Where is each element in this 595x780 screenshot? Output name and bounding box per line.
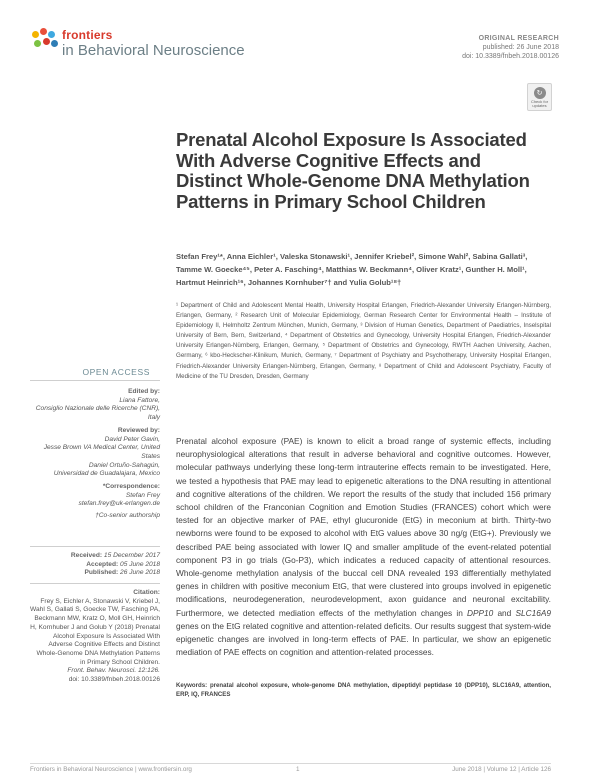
check-for-updates-button[interactable] — [527, 83, 552, 111]
keywords-text: Keywords: prenatal alcohol exposure, whole-genome DNA methylation, dipeptidyl peptidase 10 (DPP10), SLC16A9, attention, ERP, IQ, FRANCES — [176, 682, 551, 699]
editor-block — [30, 388, 160, 521]
published-label: Published: — [84, 569, 119, 577]
article-type: ORIGINAL RESEARCH — [478, 35, 559, 42]
journal-logo[interactable] — [32, 26, 245, 62]
correspondence-name: Stefan Frey — [125, 491, 160, 499]
author-list: Stefan Frey¹*, Anna Eichler¹, Valeska Stonawski¹, Jennifer Kriebel², Simone Wahl², Sabina Gallati³, Tamme W. Goecke⁴⁵, Peter A. Fasching⁴, Matthias W. Beckmann⁴, Oliver Kratz¹, Gunther H. Moll¹, Hartmut Heinrich¹⁶, Johannes Kornhuber⁷† and Yulia Golub¹⁸† — [176, 252, 528, 287]
received-label: Received: — [70, 552, 103, 559]
abstract-text: genes on the EtG related cognitive and attention-related deficits. Our results suggest that system-wide epigenetic changes are involved in long-term effects of PAE. In particular, we show an epigenetic mediation of PAE effects on cognition and attention-related processes. — [176, 620, 551, 658]
footer-journal[interactable]: Frontiers in Behavioral Neuroscience | www.frontiersin.org — [30, 766, 192, 773]
refresh-icon: ↻ — [534, 87, 546, 99]
reviewer-name: David Peter Gavin, — [104, 435, 160, 443]
article-title: Prenatal Alcohol Exposure Is Associated With Adverse Cognitive Effects and Distinct Whole-Genome DNA Methylation Patterns in Primary School Children — [176, 129, 530, 212]
citation-label: Citation: — [133, 589, 160, 596]
open-access-label: OPEN ACCESS — [82, 367, 150, 377]
abstract — [176, 435, 551, 659]
footer-issue: June 2018 | Volume 12 | Article 126 — [452, 766, 551, 773]
article-doi[interactable]: doi: 10.3389/fnbeh.2018.00126 — [462, 53, 559, 60]
keywords — [176, 681, 551, 700]
sidebar-divider — [30, 583, 160, 584]
dates-block — [30, 552, 160, 578]
affiliations: ¹ Department of Child and Adolescent Mental Health, University Hospital Erlangen, Friedrich-Alexander University Erlangen-Nürnberg, Erlangen, Germany, ² Research Unit of Molecular Epidemiology, German Research Center for Environmental Health – Institute of Epidemiology II, Helmholtz Zentrum München, Munich, Germany, ³ Division of Human Genetics, Department of Paediatrics, Inselspital University of Bern, Bern, Switzerland, ⁴ Department of Obstetrics and Gynecology, University Hospital Erlangen, Friedrich-Alexander University Erlangen-Nürnberg, Erlangen, Germany, ⁵ Department of Obstetrics and Gynecology, RWTH Aachen University, Aachen, Germany, ⁶ kbo-Heckscher-Klinikum, Munich, Germany, ⁷ Department of Psychiatry and Psychotherapy, University Hospital Erlangen, Friedrich-Alexander University Erlangen-Nürnberg, Erlangen, Germany, ⁸ Department of Child and Adolescent Psychiatry, Faculty of Medicine of the TU Dresden, Dresden, Germany — [176, 302, 551, 380]
gene-name: DPP10 — [466, 607, 494, 618]
sidebar-divider — [30, 546, 160, 547]
reviewer-name: Daniel Ortuño-Sahagún, — [88, 461, 160, 469]
frontiers-logo-icon — [32, 28, 60, 56]
correspondence-email[interactable]: stefan.frey@uk-erlangen.de — [78, 500, 160, 508]
publish-date: published: 26 June 2018 — [482, 44, 559, 51]
edited-by-label: Edited by: — [128, 388, 160, 395]
article-meta — [462, 34, 559, 61]
published-date: 26 June 2018 — [120, 569, 160, 577]
page-number: 1 — [296, 766, 300, 773]
journal-brand: frontiers — [62, 28, 113, 42]
received-date: 15 December 2017 — [103, 552, 160, 559]
citation-block — [30, 589, 160, 685]
citation-doi[interactable]: doi: 10.3389/fnbeh.2018.00126 — [68, 676, 160, 684]
check-for-updates-label: Check for updates — [530, 99, 549, 109]
sidebar-divider — [30, 380, 160, 381]
footer-divider — [30, 763, 551, 764]
abstract-text: Prenatal alcohol exposure (PAE) is known to elicit a broad range of systemic effects, including neurophysiological alterations that result in adverse behavioral and cognitive outcomes. However, molecular pathways underlying these long-term intrauterine effects remain to be investigated. Here, we tested a hypothesis that PAE may lead to epigenetic alterations to the DNA resulting in attentional and cognitive alterations of the children. We report the results of the study that included 156 primary school children of the Franconian Cognition and Emotion Studies (FRANCES) cohort which were tested for an objective marker of PAE, ethyl glucuronide (EtG) in meconium at birth. Thirty-two newborns were found to be exposed to alcohol with EtG values above 30 ng/g (EtG+). Previously we described PAE being associated with lower IQ and smaller amplitude of the event-related potential component P3 in go trials (Go-P3), which indicates a reduced capacity of attentional resources. Whole-genome methylation analysis of the buccal cell DNA revealed 193 differentially methylated genes in children with positive meconium EtG, that were clustered into groups involved in epigenetic modifications, neurodegeneration, neurodevelopment, axon guidance and neuronal excitability. Furthermore, we detected mediation effects of the methylation changes in — [176, 436, 551, 618]
reviewed-by-label: Reviewed by: — [117, 426, 160, 434]
citation-text: Frey S, Eichler A, Stonawski V, Kriebel J, Wahl S, Gallati S, Goecke TW, Fasching PA, Beckmann MW, Kratz O, Moll GH, Heinrich H, Kornhuber J and Golub Y (2018) Prenatal Alcohol Exposure Is Associated With Adverse Cognitive Effects and Distinct Whole-Genome DNA Methylation Patterns in Primary School Children. — [30, 597, 160, 666]
reviewer-institution: Universidad de Guadalajara, Mexico — [53, 470, 160, 478]
journal-name: in Behavioral Neuroscience — [62, 42, 245, 59]
citation-journal: Front. Behav. Neurosci. 12:126. — [67, 667, 160, 675]
correspondence-label: *Correspondence: — [102, 483, 160, 491]
accepted-label: Accepted: — [86, 560, 119, 568]
editor-institution: Consiglio Nazionale delle Ricerche (CNR), Italy — [35, 405, 160, 422]
gene-name: SLC16A9 — [515, 607, 551, 618]
editor-name: Liana Fattore, — [119, 396, 160, 404]
abstract-text: and — [493, 607, 516, 618]
accepted-date: 05 June 2018 — [120, 560, 160, 568]
reviewer-institution: Jesse Brown VA Medical Center, United States — [43, 444, 160, 460]
co-authorship-note: †Co-senior authorship — [95, 512, 160, 520]
